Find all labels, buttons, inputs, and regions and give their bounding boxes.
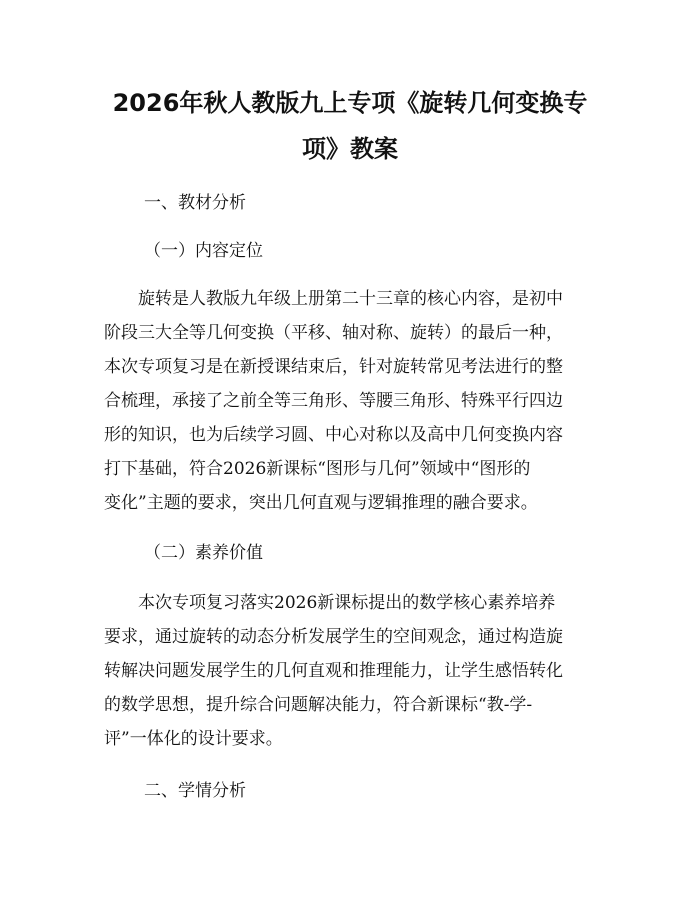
paragraph-1-line: 打下基础，符合2026新课标“图形与几何”领域中“图形的 (104, 459, 531, 479)
paragraph-2-line: 要求，通过旋转的动态分析发展学生的空间观念，通过构造旋 (104, 627, 563, 647)
paragraph-1-line: 旋转是人教版九年级上册第二十三章的核心内容，是初中 (138, 289, 563, 309)
document-title-line-1: 2026年秋人教版九上专项《旋转几何变换专 (112, 89, 588, 117)
paragraph-2-line: 转解决问题发展学生的几何直观和推理能力，让学生感悟转化 (104, 661, 563, 681)
subsection-heading-literacy-value: （二）素养价值 (144, 543, 263, 563)
paragraph-2-line: 评”一体化的设计要求。 (104, 729, 283, 749)
subsection-heading-content-positioning: （一）内容定位 (144, 241, 263, 261)
paragraph-1-line: 变化”主题的要求，突出几何直观与逻辑推理的融合要求。 (104, 493, 538, 513)
paragraph-1-line: 本次专项复习是在新授课结束后，针对旋转常见考法进行的整 (104, 357, 563, 377)
document-title-line-2: 项》教案 (302, 135, 398, 163)
section-heading-learning-analysis: 二、学情分析 (144, 781, 246, 801)
section-heading-textbook-analysis: 一、教材分析 (144, 193, 246, 213)
paragraph-1-line: 阶段三大全等几何变换（平移、轴对称、旋转）的最后一种， (104, 323, 563, 343)
paragraph-2-line: 的数学思想，提升综合问题解决能力，符合新课标“教-学- (104, 695, 533, 715)
paragraph-1-line: 合梳理，承接了之前全等三角形、等腰三角形、特殊平行四边 (104, 391, 563, 411)
paragraph-1-line: 形的知识，也为后续学习圆、中心对称以及高中几何变换内容 (104, 425, 563, 445)
paragraph-2-line: 本次专项复习落实2026新课标提出的数学核心素养培养 (138, 593, 556, 613)
